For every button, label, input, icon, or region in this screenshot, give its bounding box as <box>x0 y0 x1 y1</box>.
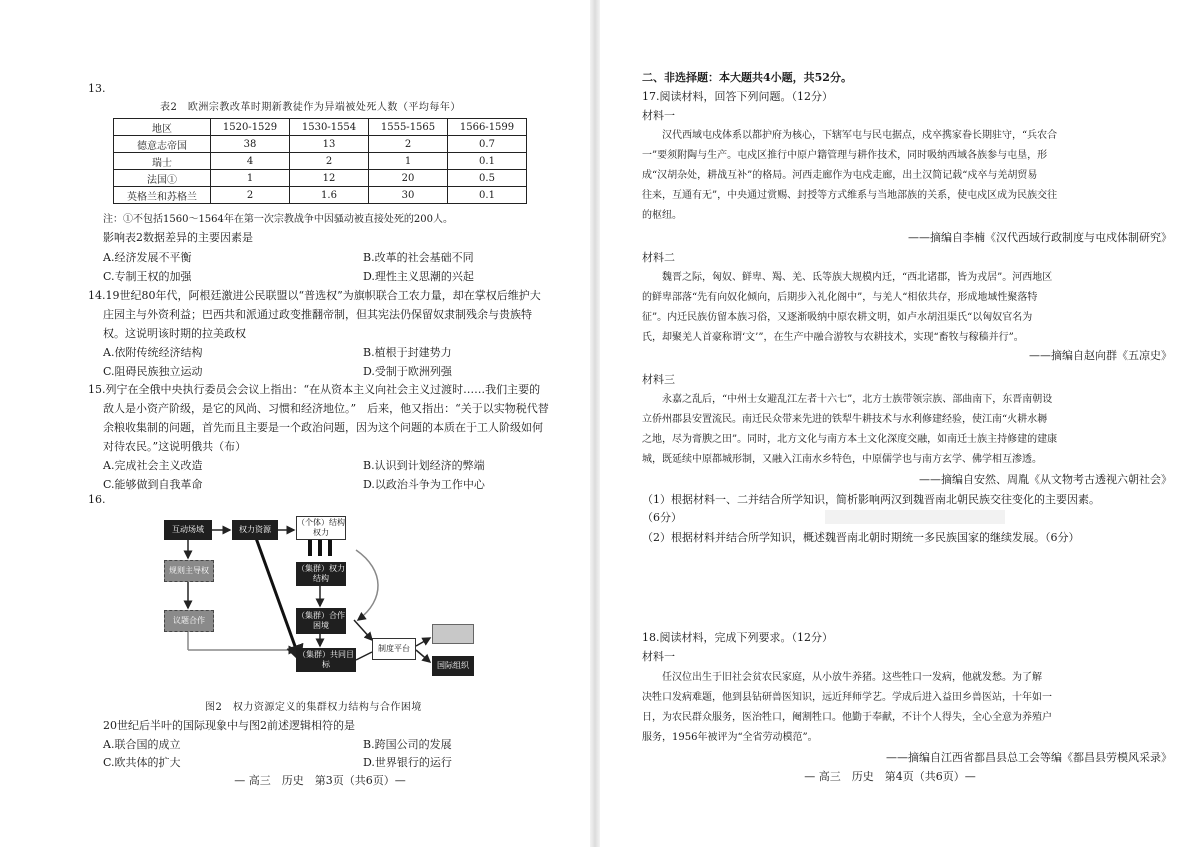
option-c[interactable]: C.欧共体的扩大 <box>103 756 181 769</box>
material-label: 材料一 <box>642 109 675 122</box>
executions-table <box>113 118 527 204</box>
table-header-cell: 1530-1554 <box>290 119 369 136</box>
material-line: 成“汉胡杂处，耕战互补”的格局。河西走廊作为屯戍走廊，出土汉简记载“戍卒与羌胡贸易 <box>642 170 1038 181</box>
q16-question: 20世纪后半叶的国际现象中与图2前述逻辑相符的是 <box>103 719 355 732</box>
table-cell: 12 <box>290 170 369 187</box>
q15-line: 敌人是小资产阶级，是它的风尚、习惯和经济地位。” 后来，他又指出：“关于以实物税代替 <box>103 402 549 415</box>
option-d[interactable]: D.受制于欧洲列强 <box>363 365 452 378</box>
arrow-line <box>256 538 300 660</box>
section-heading: 二、非选择题：本大题共4小题，共52分。 <box>642 71 852 84</box>
q15-line: 15.列宁在全俄中央执行委员会会议上指出：“在从资本主义向社会主义过渡时……我们主要的 <box>88 383 541 396</box>
node-common-goal: （集群）共同目标 <box>296 648 356 672</box>
table-row <box>114 153 527 170</box>
figure-caption: 图2 权力资源定义的集群权力结构与合作困境 <box>205 702 422 713</box>
material-line: 魏晋之际，匈奴、鲜卑、羯、羌、氐等族大规模内迁，“西北诸郡，皆为戎居”。河西地区 <box>662 272 1053 283</box>
table-cell: 13 <box>290 136 369 153</box>
q13-options-row <box>103 248 623 268</box>
left-page <box>0 0 590 847</box>
table-cell: 德意志帝国 <box>114 136 211 153</box>
option-d[interactable]: D.以政治斗争为工作中心 <box>363 478 485 491</box>
node-blank-box <box>432 624 474 644</box>
table-cell: 英格兰和苏格兰 <box>114 187 211 204</box>
q17-title: 17.阅读材料，回答下列问题。（12分） <box>642 90 833 103</box>
table-cell: 2 <box>369 136 448 153</box>
table-cell: 法国① <box>114 170 211 187</box>
node-cluster-power-structure: （集群）权力结构 <box>296 562 346 586</box>
q14-line: 权。这说明该时期的拉美政权 <box>103 327 246 340</box>
option-d[interactable]: D.理性主义思潮的兴起 <box>363 270 474 283</box>
material-line: 城，既延续中原都城形制，又融入江南水乡特色，中原儒学也与南方玄学、佛学相互渗透。 <box>642 454 1042 465</box>
material-line: 永嘉之乱后，“中州士女避乱江左者十六七”，北方士族带领宗族、部曲南下，东晋南朝设 <box>662 394 1053 405</box>
material-line: 汉代西域屯戍体系以都护府为核心，下辖军屯与民屯据点，戍卒携家眷长期驻守，“兵农合 <box>662 130 1058 141</box>
node-cooperation-dilemma: （集群）合作困境 <box>296 608 346 634</box>
node-institutional-platform: 制度平台 <box>372 638 416 660</box>
q15-line: 对待农民。”这说明俄共（布） <box>103 440 247 453</box>
option-a[interactable]: A.依附传统经济结构 <box>103 346 203 359</box>
option-b[interactable]: B.植根于封建势力 <box>363 346 452 359</box>
material-line: 一”要须附陶与生产。屯戍区推行中原户籍管理与耕作技术，同时吸纳西域各族参与屯垦，形 <box>642 150 1048 161</box>
q14-line: 庄园主与外资利益；巴西共和派通过政变推翻帝制，但其宪法仍保留奴隶制残余与贵族特 <box>103 308 532 321</box>
material-line: 的枢纽。 <box>642 210 682 221</box>
table-note: 注：①不包括1560～1564年在第一次宗教战争中因骚动被直接处死的200人。 <box>103 214 453 225</box>
material-line: 之地，尽为膏腴之田”。同时，北方文化与南方本土文化深度交融，如南迁士族主持修建的建康 <box>642 434 1058 445</box>
table-row <box>114 187 527 204</box>
table-cell: 1 <box>369 153 448 170</box>
q13-number: 13. <box>88 82 106 95</box>
q14-options-row <box>103 343 623 363</box>
table-cell: 0.1 <box>448 153 527 170</box>
table-cell: 30 <box>369 187 448 204</box>
table-cell: 1.6 <box>290 187 369 204</box>
table-cell: 2 <box>290 153 369 170</box>
q13-question: 影响表2数据差异的主要因素是 <box>103 231 253 244</box>
material-line: 往来，互通有无”，中央通过赏赐、封授等方式维系与当地部族的关系，使屯戍区成为民族交往 <box>642 190 1058 201</box>
material-label: 材料三 <box>642 373 675 386</box>
option-a[interactable]: A.经济发展不平衡 <box>103 251 192 264</box>
option-b[interactable]: B.改革的社会基础不同 <box>363 251 474 264</box>
table-header-cell: 1555-1565 <box>369 119 448 136</box>
option-b[interactable]: B.跨国公司的发展 <box>363 738 452 751</box>
node-issue-cooperation: 议题合作 <box>164 610 214 632</box>
material-line: 征”。内迁民族仿留本族习俗，又逐渐吸纳中原农耕文明，如卢水胡沮渠氏“以匈奴官名为 <box>642 312 1033 323</box>
table-cell: 0.7 <box>448 136 527 153</box>
material-source: ——摘编自安然、周胤《从文物考古透视六朝社会》 <box>919 473 1172 486</box>
material-source: ——摘编自江西省都昌县总工会等编《都昌县劳模风采录》 <box>886 751 1172 764</box>
q14-line: 14.19世纪80年代，阿根廷激进公民联盟以“普选权”为旗帜联合工农力量，却在掌权后维护大 <box>88 289 541 302</box>
arrow-line <box>354 620 372 640</box>
table-cell: 4 <box>211 153 290 170</box>
table-row <box>114 136 527 153</box>
arrow-curve <box>356 550 378 620</box>
table-cell: 0.1 <box>448 187 527 204</box>
q13-options-row <box>103 267 623 287</box>
arrow-line <box>356 652 372 660</box>
q15-options-row <box>103 475 623 495</box>
table-cell: 0.5 <box>448 170 527 187</box>
option-c[interactable]: C.阻碍民族独立运动 <box>103 365 203 378</box>
node-individual-power: （个体）结构权力 <box>296 516 346 540</box>
q14-options-row <box>103 362 623 382</box>
material-line: 任汉位出生于旧社会贫农民家庭，从小放牛养猪。这些牲口一发病，他就发愁。为了解 <box>662 672 1042 683</box>
q18-title: 18.阅读材料，完成下列要求。（12分） <box>642 631 833 644</box>
option-a[interactable]: A.完成社会主义改造 <box>103 459 203 472</box>
material-source: ——摘编自李楠《汉代西域行政制度与屯戍体制研究》 <box>908 231 1172 244</box>
material-line: 立侨州郡县安置流民。南迁民众带来先进的铁犁牛耕技术与水利修建经验，使江南“火耕水耨 <box>642 414 1048 425</box>
table-header-cell: 1566-1599 <box>448 119 527 136</box>
node-international-organization: 国际组织 <box>432 656 474 676</box>
table-cell: 瑞士 <box>114 153 211 170</box>
q16-number: 16. <box>88 493 106 506</box>
q15-options-row <box>103 456 623 476</box>
page-footer: — 高三 历史 第3页（共6页）— <box>234 774 406 787</box>
table-cell: 38 <box>211 136 290 153</box>
table-header-cell: 地区 <box>114 119 211 136</box>
table-cell: 20 <box>369 170 448 187</box>
option-d[interactable]: D.世界银行的运行 <box>363 756 452 769</box>
table-row <box>114 170 527 187</box>
q15-line: 余粮收集制的问题，首先而且主要是一个政治问题，因为这个问题的本质在于工人阶级如何 <box>103 421 543 434</box>
material-line: 决牲口发病难题，他到县钻研兽医知识，远近拜师学艺。学成后进入益田乡兽医站，十年如一 <box>642 692 1052 703</box>
table-header-cell: 1520-1529 <box>211 119 290 136</box>
material-label: 材料一 <box>642 650 675 663</box>
material-label: 材料二 <box>642 251 675 264</box>
q17-sub-question-1-score: （6分） <box>642 511 682 524</box>
table-cell: 1 <box>211 170 290 187</box>
right-page <box>600 0 1200 847</box>
option-b[interactable]: B.认识到计划经济的弊端 <box>363 459 485 472</box>
page-fold <box>590 0 600 847</box>
arrow-line <box>416 650 430 662</box>
power-structure-diagram <box>160 510 480 690</box>
q17-sub-question-2: （2）根据材料并结合所学知识，概述魏晋南北朝时期统一多民族国家的继续发展。（6分） <box>642 531 1080 544</box>
page-footer: — 高三 历史 第4页（共6页）— <box>804 770 976 783</box>
material-source: ——摘编自赵向群《五凉史》 <box>1029 349 1172 362</box>
material-line: 日，为农民群众服务，医治牲口，阉割牲口。他勤于奉献，不计个人得失，全心全意为养殖户 <box>642 712 1052 723</box>
material-line: 氏，却聚羌人首豪称谓‘文’”，在生产中融合游牧与农耕技术，实现“畜牧与稼穑并行”。 <box>642 332 1024 343</box>
node-rule-dominance: 规则主导权 <box>164 560 214 582</box>
node-interaction-field: 互动场域 <box>164 520 212 540</box>
q16-options-row <box>103 753 623 773</box>
table-caption: 表2 欧洲宗教改革时期新教徒作为异端被处死人数（平均每年） <box>160 102 461 113</box>
arrow-line <box>416 638 430 646</box>
q17-sub-question-1: （1）根据材料一、二并结合所学知识，简析影响两汉到魏晋南北朝民族交往变化的主要因素。 <box>642 493 1100 506</box>
scan-smudge <box>825 510 1005 524</box>
q16-options-row <box>103 735 623 755</box>
material-line: 的鲜卑部落“先有向奴化倾向，后期步入礼化阁中”，与羌人“相依共存，形成地域性聚落特 <box>642 292 1038 303</box>
table-header-row <box>114 119 527 136</box>
node-power-resource: 权力资源 <box>232 520 278 540</box>
material-line: 服务，1956年被评为“全省劳动模范”。 <box>642 732 818 743</box>
option-c[interactable]: C.专制王权的加强 <box>103 270 192 283</box>
option-a[interactable]: A.联合国的成立 <box>103 738 181 751</box>
option-c[interactable]: C.能够做到自我革命 <box>103 478 203 491</box>
table-cell: 2 <box>211 187 290 204</box>
